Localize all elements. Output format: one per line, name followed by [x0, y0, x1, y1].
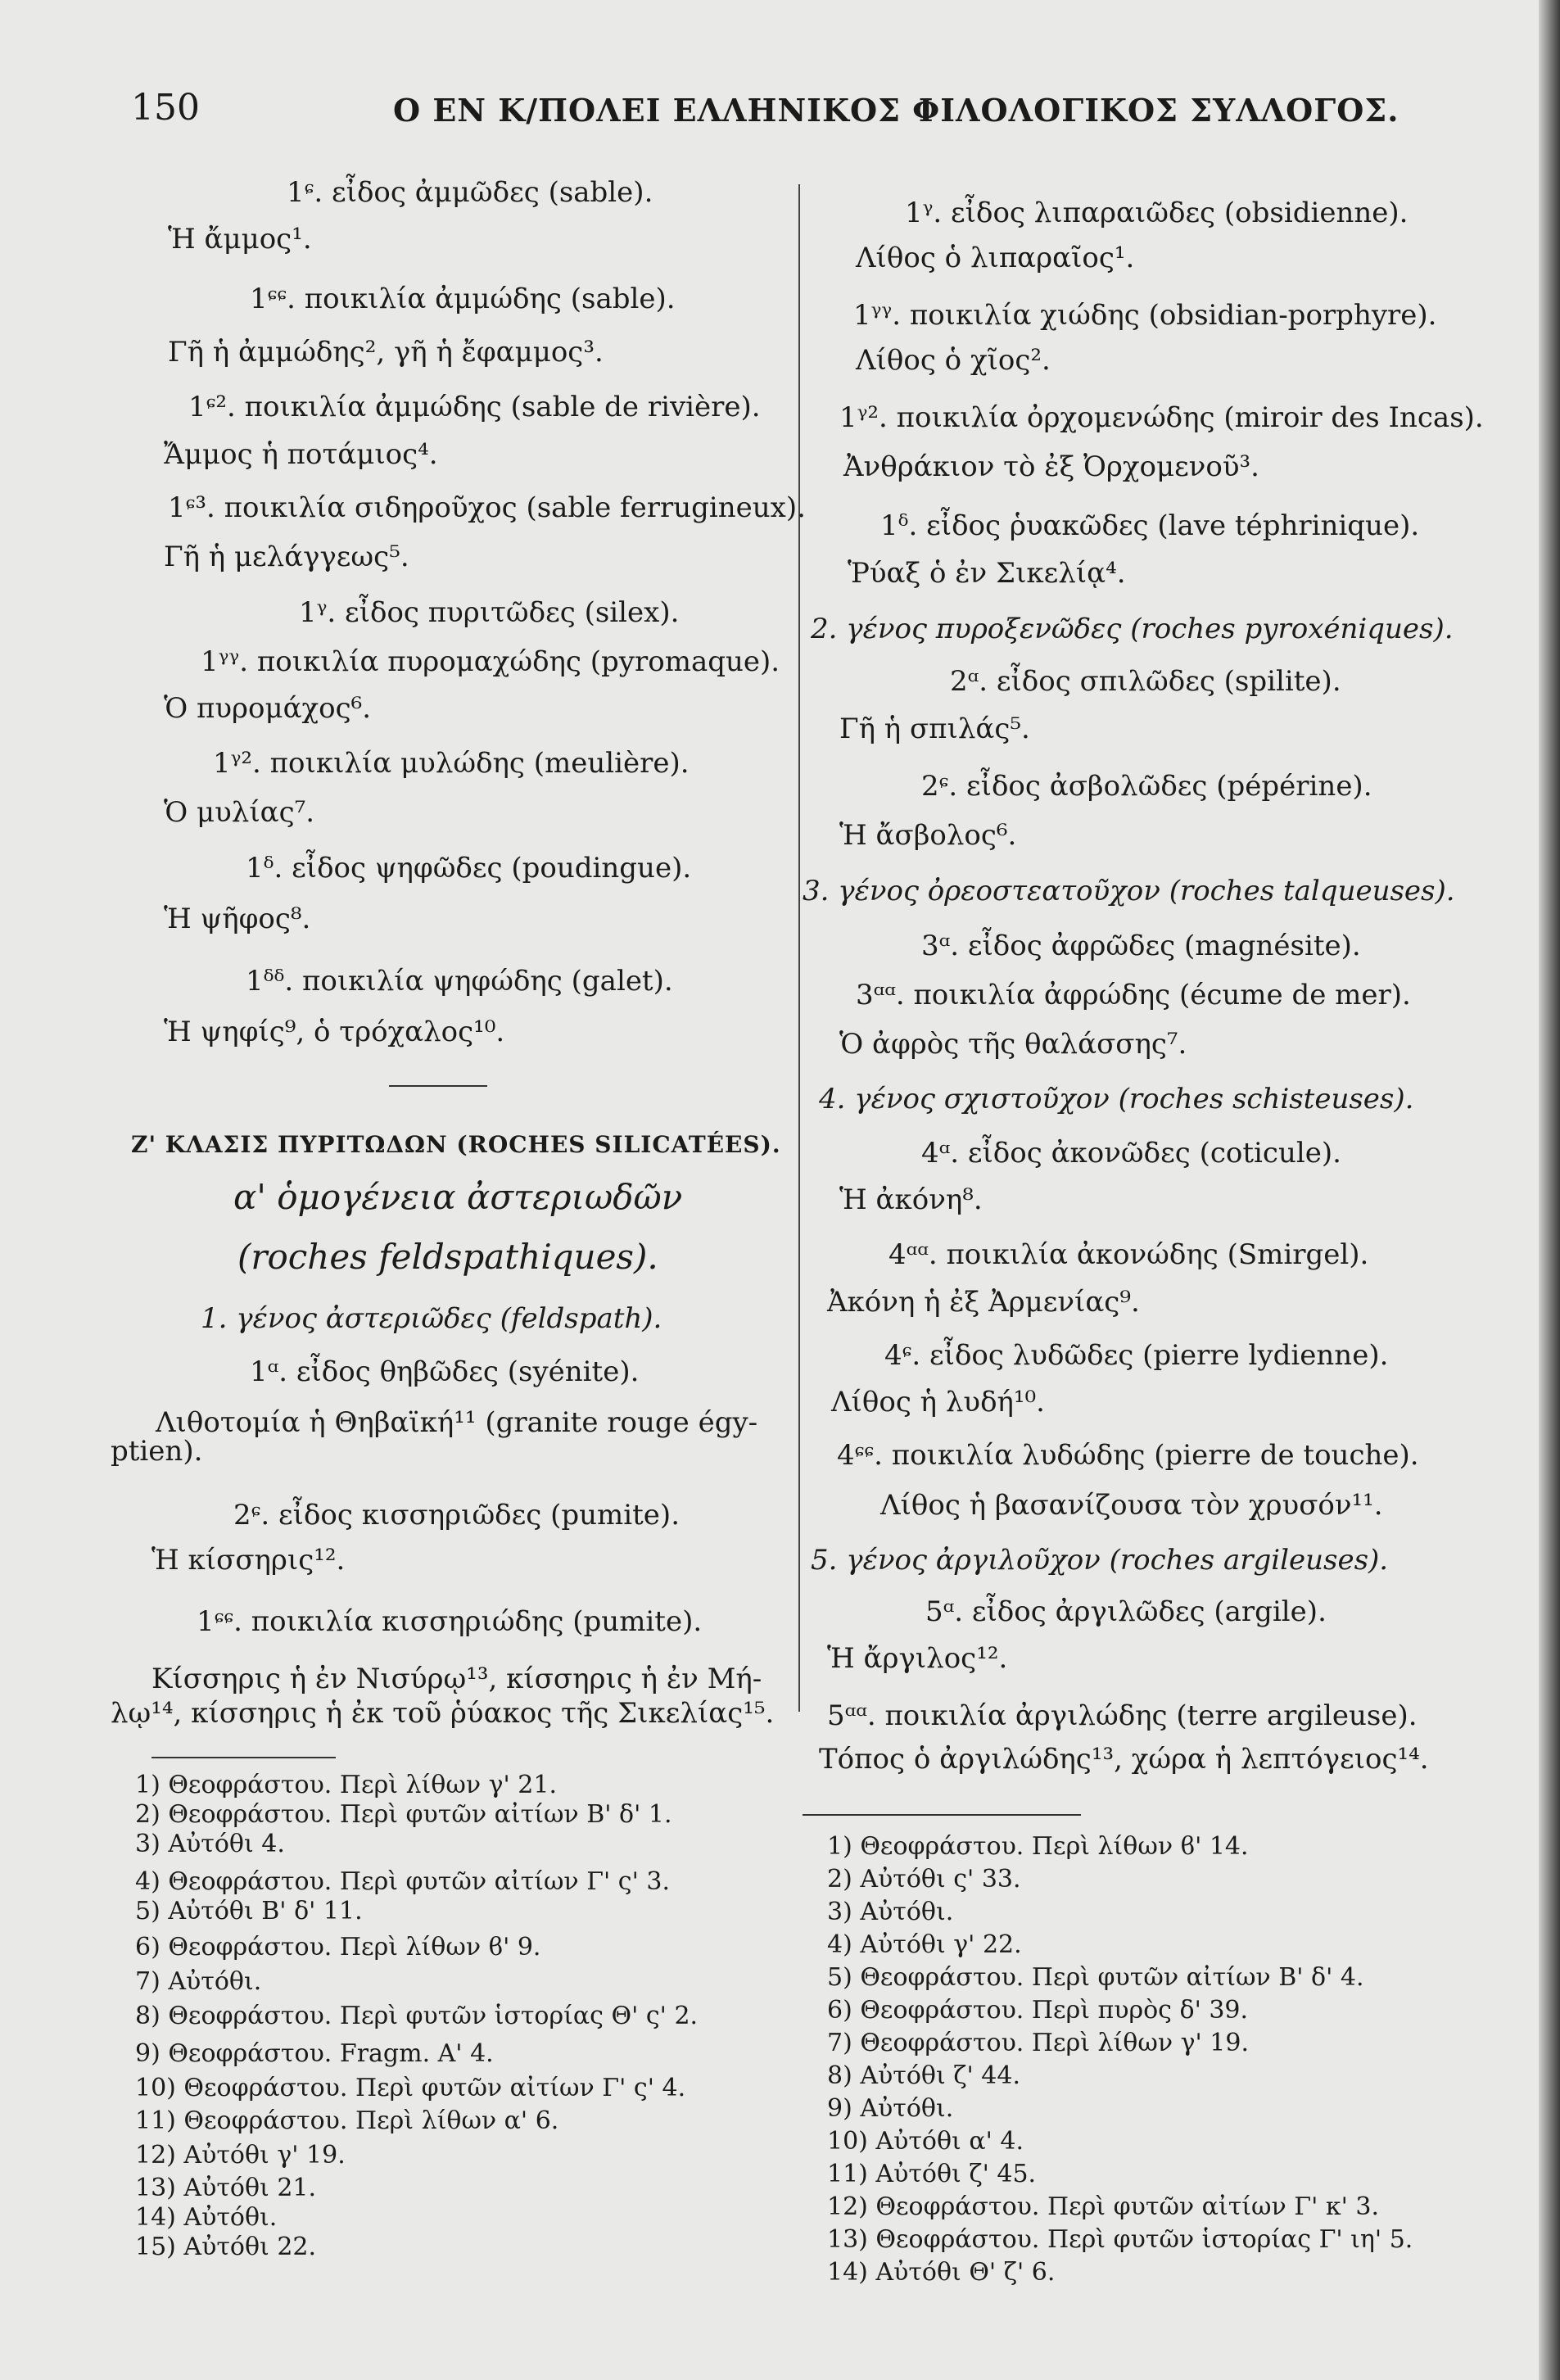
footnote: 8) Αὐτόθι ζ' 44. — [827, 2061, 1021, 2090]
footnote: 11) Θεοφράστου. Περὶ λίθων α' 6. — [135, 2106, 559, 2135]
text-line: 1ᶝ³. ποικιλία σιδηροῦχος (sable ferrugineux). — [168, 491, 806, 524]
text-line: 5ᵅᵅ. ποικιλία ἀργιλώδης (terre argileuse). — [827, 1699, 1418, 1732]
footnote: 10) Θεοφράστου. Περὶ φυτῶν αἰτίων Γ' ς' 4. — [135, 2074, 686, 2102]
section-rule — [389, 1085, 487, 1087]
text-line: Ἡ ἄμμος¹. — [168, 223, 312, 256]
text-line: Ὁ πυρομάχος⁶. — [164, 692, 372, 725]
text-line: Ἡ ἀκόνη⁸. — [839, 1183, 983, 1216]
footnote: 2) Θεοφράστου. Περὶ φυτῶν αἰτίων Β' δ' 1. — [135, 1800, 672, 1829]
text-line: 1ᵞ². ποικιλία ὀρχομενώδης (miroir des Incas). — [839, 401, 1484, 434]
footnote: 13) Θεοφράστου. Περὶ φυτῶν ἱστορίας Γ' ιη' 5. — [827, 2225, 1413, 2254]
footnote: 5) Θεοφράστου. Περὶ φυτῶν αἰτίων Β' δ' 4. — [827, 1963, 1364, 1992]
footnote: 9) Αὐτόθι. — [827, 2094, 954, 2123]
text-line: 2ᶝ. εἶδος ἀσβολῶδες (pépérine). — [921, 770, 1372, 803]
text-line: 3. γένος ὀρεοστεατοῦχον (roches talqueuses). — [803, 875, 1455, 907]
text-line: 1. γένος ἀστεριῶδες (feldspath). — [201, 1302, 662, 1335]
text-line: 1ᵞᵞ. ποικιλία πυρομαχώδης (pyromaque). — [201, 645, 780, 678]
text-line: Ἄμμος ἡ ποτάμιος⁴. — [164, 438, 438, 471]
footnote: 10) Αὐτόθι α' 4. — [827, 2127, 1024, 2156]
footnote-rule — [151, 1757, 336, 1758]
text-line: Γῆ ἡ σπιλάς⁵. — [839, 713, 1030, 745]
footnote: 4) Θεοφράστου. Περὶ φυτῶν αἰτίων Γ' ς' 3. — [135, 1867, 671, 1896]
footnote: 15) Αὐτόθι 22. — [135, 2233, 317, 2261]
text-line: 1ᵞ. εἶδος πυριτῶδες (silex). — [299, 596, 680, 629]
text-line: 4ᶝ. εἶδος λυδῶδες (pierre lydienne). — [884, 1339, 1389, 1372]
footnote: 9) Θεοφράστου. Fragm. Α' 4. — [135, 2039, 494, 2068]
footnote: 1) Θεοφράστου. Περὶ λίθων γ' 21. — [135, 1771, 558, 1799]
section-heading: Ζ' ΚΛΑΣΙΣ ΠΥΡΙΤΩΔΩΝ (ROCHES SILICATÉES). — [131, 1131, 781, 1158]
text-line: 1ᵞᵞ. ποικιλία χιώδης (obsidian-porphyre). — [853, 299, 1437, 332]
footnote: 12) Θεοφράστου. Περὶ φυτῶν αἰτίων Γ' κ' 3. — [827, 2192, 1380, 2221]
text-line: Ἀνθράκιον τὸ ἐξ Ὀρχομενοῦ³. — [843, 450, 1259, 483]
text-line: 2. γένος πυροξενῶδες (roches pyroxéniques). — [811, 613, 1454, 645]
footnote: 1) Θεοφράστου. Περὶ λίθων ϐ' 14. — [827, 1832, 1249, 1861]
footnote: 3) Αὐτόθι. — [827, 1898, 954, 1926]
text-line: Ἡ ψηφίς⁹, ὁ τρόχαλος¹⁰. — [164, 1016, 505, 1048]
text-line: Λιθοτομία ἡ Θηβαϊκή¹¹ (granite rouge égy- — [156, 1406, 758, 1439]
text-line: Κίσσηρις ἡ ἐν Νισύρῳ¹³, κίσσηρις ἡ ἐν Μή- — [151, 1663, 762, 1695]
footnote: 12) Αὐτόθι γ' 19. — [135, 2141, 346, 2170]
text-line: Ἡ ψῆφος⁸. — [164, 903, 311, 935]
text-line: Γῆ ἡ ἀμμώδης², γῆ ἡ ἔφαμμος³. — [168, 336, 604, 369]
text-line: Λίθος ἡ βασανίζουσα τὸν χρυσόν¹¹. — [880, 1489, 1383, 1522]
text-line: 4. γένος σχιστοῦχον (roches schisteuses). — [819, 1083, 1414, 1115]
text-line: 1ᵟᵟ. ποικιλία ψηφώδης (galet). — [246, 965, 673, 998]
text-line: 1ᶝ². ποικιλία ἀμμώδης (sable de rivière). — [188, 391, 761, 423]
footnote: 13) Αὐτόθι 21. — [135, 2174, 317, 2202]
text-line: 2ᶝ. εἶδος κισσηριῶδες (pumite). — [233, 1499, 680, 1532]
right-column — [803, 0, 1540, 2380]
text-line: Λίθος ἡ λυδή¹⁰. — [831, 1386, 1045, 1418]
text-line: 4ᵅᵅ. ποικιλία ἀκονώδης (Smirgel). — [889, 1238, 1369, 1271]
text-line: 5ᵅ. εἶδος ἀργιλῶδες (argile). — [925, 1595, 1327, 1628]
text-line: 1ᵟ. εἶδος ψηφῶδες (poudingue). — [246, 852, 692, 885]
text-line: Ὁ ἀφρὸς τῆς θαλάσσης⁷. — [839, 1028, 1187, 1061]
text-line: 1ᵅ. εἶδος θηβῶδες (syénite). — [250, 1355, 640, 1388]
page-number: 150 — [131, 87, 200, 129]
text-line: Λίθος ὁ χῖος². — [856, 344, 1051, 377]
footnote: 5) Αὐτόθι Β' δ' 11. — [135, 1897, 363, 1925]
text-line: Ἡ ἄργιλος¹². — [827, 1642, 1008, 1675]
footnote: 7) Αὐτόθι. — [135, 1967, 262, 1996]
footnote: 14) Αὐτόθι Θ' ζ' 6. — [827, 2258, 1056, 2287]
footnote: 11) Αὐτόθι ζ' 45. — [827, 2160, 1037, 2188]
text-line: Τόπος ὁ ἀργιλώδης¹³, χώρα ἡ λεπτόγειος¹⁴. — [819, 1743, 1429, 1776]
text-line: Ῥύαξ ὁ ἐν Σικελίᾳ⁴. — [848, 557, 1126, 590]
text-line: Ἀκόνη ἡ ἐξ Ἀρμενίας⁹. — [827, 1286, 1140, 1319]
text-line: 5. γένος ἀργιλοῦχον (roches argileuses). — [811, 1544, 1389, 1577]
footnote: 7) Θεοφράστου. Περὶ λίθων γ' 19. — [827, 2029, 1250, 2057]
footnote: 2) Αὐτόθι ς' 33. — [827, 1865, 1021, 1894]
text-line: Ἡ ἄσβολος⁶. — [839, 819, 1017, 852]
text-line: 2ᵅ. εἶδος σπιλῶδες (spilite). — [950, 665, 1341, 698]
footnote: 14) Αὐτόθι. — [135, 2203, 278, 2232]
footnote: 6) Θεοφράστου. Περὶ πυρὸς δ' 39. — [827, 1996, 1249, 2025]
text-line: 1ᵞ. εἶδος λιπαραιῶδες (obsidienne). — [905, 197, 1409, 229]
footnote: 4) Αὐτόθι γ' 22. — [827, 1930, 1022, 1959]
text-line: 4ᶝᶝ. ποικιλία λυδώδης (pierre de touche). — [837, 1439, 1419, 1472]
text-line: 3ᵅ. εἶδος ἀφρῶδες (magnésite). — [921, 930, 1361, 962]
subsection-heading: α' ὁμογένεια ἀστεριωδῶν — [233, 1177, 683, 1217]
text-line: 3ᵅᵅ. ποικιλία ἀφρώδης (écume de mer). — [856, 979, 1411, 1011]
footnote: 8) Θεοφράστου. Περὶ φυτῶν ἱστορίας Θ' ς' 2. — [135, 2002, 699, 2030]
text-line: 4ᵅ. εἶδος ἀκονῶδες (coticule). — [921, 1137, 1341, 1170]
text-line: Ἡ κίσσηρις¹². — [151, 1544, 346, 1577]
text-line: 1ᵞ². ποικιλία μυλώδης (meulière). — [213, 747, 690, 780]
text-line: 1ᶝ. εἶδος ἀμμῶδες (sable). — [287, 176, 653, 209]
book-spine-shadow — [1539, 0, 1560, 2380]
column-divider — [798, 184, 800, 1712]
text-line: Λίθος ὁ λιπαραῖος¹. — [856, 242, 1135, 274]
footnote: 6) Θεοφράστου. Περὶ λίθων ϐ' 9. — [135, 1933, 541, 1961]
text-line: 1ᶝᶝ. ποικιλία κισσηριώδης (pumite). — [197, 1605, 703, 1638]
text-line: λῳ¹⁴, κίσσηρις ἡ ἐκ τοῦ ῥύακος τῆς Σικελίας¹⁵. — [111, 1697, 775, 1730]
footnote: 3) Αὐτόθι 4. — [135, 1830, 285, 1858]
running-title: Ο ΕΝ Κ/ΠΟΛΕΙ ΕΛΛΗΝΙΚΟΣ ΦΙΛΟΛΟΓΙΚΟΣ ΣΥΛΛΟΓΟΣ. — [393, 92, 1399, 129]
text-line: Ὁ μυλίας⁷. — [164, 796, 315, 829]
subsection-heading: (roches feldspathiques). — [237, 1237, 658, 1277]
text-line: ptien). — [111, 1435, 203, 1468]
text-line: 1ᶝᶝ. ποικιλία ἀμμώδης (sable). — [250, 283, 676, 315]
footnote-rule — [803, 1814, 1081, 1816]
text-line: 1ᵟ. εἶδος ῥυακῶδες (lave téphrinique). — [880, 509, 1420, 542]
text-line: Γῆ ἡ μελάγγεως⁵. — [164, 541, 409, 573]
